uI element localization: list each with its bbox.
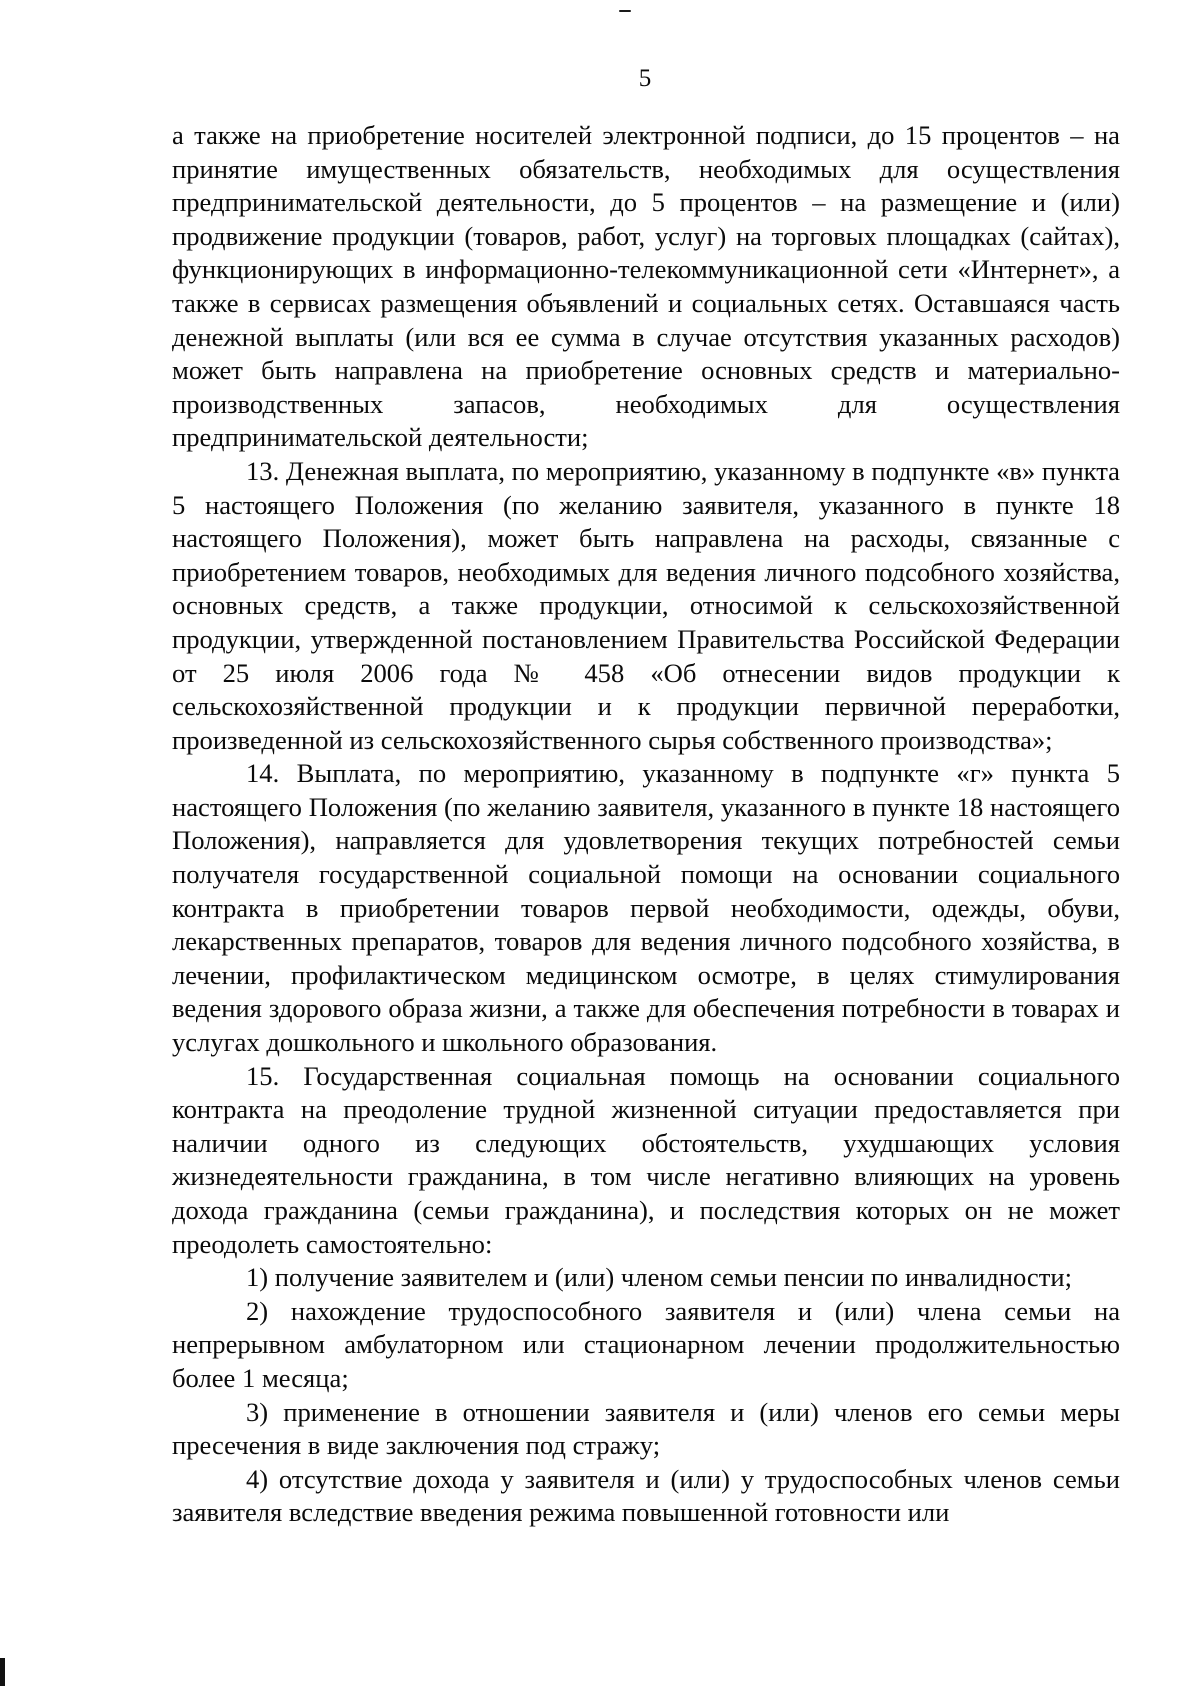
list-item-3: 3) применение в отношении заявителя и (или) членов его семьи меры пресечения в виде заключения под стражу; <box>172 1396 1120 1461</box>
list-item-2: 2) нахождение трудоспособного заявителя и (или) члена семьи на непрерывном амбулаторном или стационарном лечении продолжительностью более 1 месяца; <box>172 1295 1120 1393</box>
paragraph-continuation: а также на приобретение носителей электронной подписи, до 15 процентов – на принятие имущественных обязательств, необходимых для осуществления предпринимательской деятельности, до 5 процентов – на размещение и (или) продвижение продукции (товаров, работ, услуг) на торговых площадках (сайтах), функционирующих в информационно-телекоммуникационной сети «Интернет», а также в сервисах размещения объявлений и социальных сетях. Оставшаяся часть денежной выплаты (или вся ее сумма в случае отсутствия указанных расходов) может быть направлена на приобретение основных средств и материально-производственных запасов, необходимых для осуществления предпринимательской деятельности; <box>172 120 1120 453</box>
page-number: 5 <box>638 65 652 92</box>
scan-mark-top <box>619 10 631 12</box>
paragraph-14: 14. Выплата, по мероприятию, указанному в подпункте «г» пункта 5 настоящего Положения (по желанию заявителя, указанного в пункте 18 настоящего Положения), направляется для удовлетворения текущих потребностей семьи получателя государственной социальной помощи на основании социального контракта в приобретении товаров первой необходимости, одежды, обуви, лекарственных препаратов, товаров для ведения личного подсобного хозяйства, в лечении, профилактическом медицинском осмотре, в целях стимулирования ведения здорового образа жизни, а также для обеспечения потребности в товарах и услугах дошкольного и школьного образования. <box>172 758 1120 1058</box>
document-body <box>172 119 1120 1530</box>
list-item-1: 1) получение заявителем и (или) членом семьи пенсии по инвалидности; <box>246 1262 1072 1293</box>
paragraph-13: 13. Денежная выплата, по мероприятию, указанному в подпункте «в» пункта 5 настоящего Положения (по желанию заявителя, указанного в пункте 18 настоящего Положения), может быть направлена на расходы, связанные с приобретением товаров, необходимых для ведения личного подсобного хозяйства, основных средств, а также продукции, относимой к сельскохозяйственной продукции, утвержденной постановлением Правительства Российской Федерации от 25 июля 2006 года № 458 «Об отнесении видов продукции к сельскохозяйственной продукции и к продукции первичной переработки, произведенной из сельскохозяйственного сырья собственного производства»; <box>172 455 1120 755</box>
paragraph-15: 15. Государственная социальная помощь на основании социального контракта на преодоление трудной жизненной ситуации предоставляется при наличии одного из следующих обстоятельств, ухудшающих условия жизнедеятельности гражданина, в том числе негативно влияющих на уровень дохода гражданина (семьи гражданина), и последствия которых он не может преодолеть самостоятельно: <box>172 1060 1120 1259</box>
list-item-4: 4) отсутствие дохода у заявителя и (или) у трудоспособных членов семьи заявителя вследствие введения режима повышенной готовности или <box>172 1463 1120 1528</box>
scan-edge-mark <box>0 1658 5 1686</box>
